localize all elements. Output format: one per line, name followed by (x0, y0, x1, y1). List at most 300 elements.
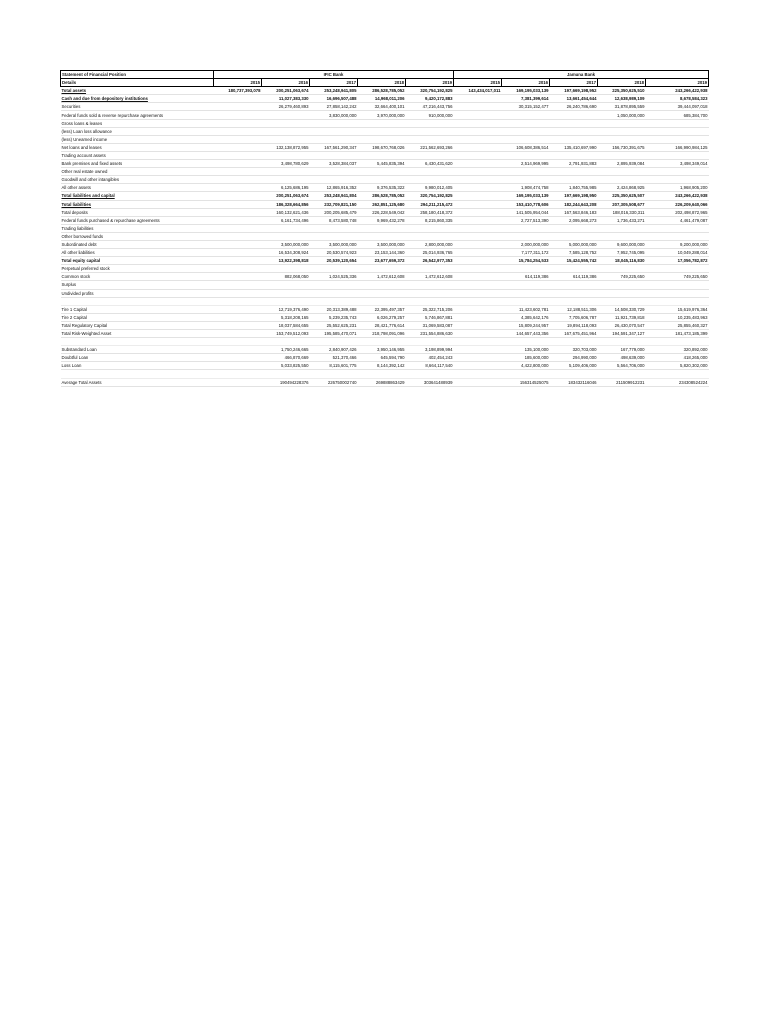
value-cell (214, 346, 262, 354)
row-label: Other real estate owned (61, 168, 214, 176)
value-cell: 13,661,454,644 (550, 95, 598, 103)
value-cell (214, 208, 262, 216)
value-cell: 2,895,939,084 (598, 160, 646, 168)
value-cell (598, 135, 646, 143)
table-row (61, 240, 709, 248)
value-cell: 1,736,433,271 (598, 216, 646, 224)
value-cell (502, 370, 550, 378)
value-cell: 320,892,000 (646, 346, 709, 354)
row-label: Total Regulatory Capital (61, 321, 214, 329)
value-cell: 19,894,118,093 (550, 321, 598, 329)
table-row (61, 95, 709, 103)
value-cell: 153,749,512,093 (262, 330, 310, 338)
table-body (61, 71, 709, 387)
row-label: Total assets (61, 87, 214, 95)
value-cell: 6,026,279,257 (358, 313, 406, 321)
year-cell: 2019 (406, 79, 454, 87)
value-cell: 26,430,070,547 (598, 321, 646, 329)
value-cell (406, 289, 454, 297)
table-row (61, 160, 709, 168)
value-cell: 1,024,525,336 (310, 273, 358, 281)
value-cell (454, 330, 502, 338)
year-cell: 2016 (262, 79, 310, 87)
value-cell (454, 119, 502, 127)
value-cell: 31,069,583,087 (406, 321, 454, 329)
value-cell: 188,016,330,311 (598, 208, 646, 216)
value-cell (550, 111, 598, 119)
value-cell: 7,177,311,172 (502, 249, 550, 257)
table-row (61, 321, 709, 329)
value-cell: 183432116046 (550, 378, 598, 386)
value-cell (454, 265, 502, 273)
financial-position-table (60, 70, 709, 387)
value-cell: 182,244,643,208 (550, 200, 598, 208)
value-cell: 234308524224 (646, 378, 709, 386)
value-cell: 30,315,152,477 (502, 103, 550, 111)
value-cell (598, 289, 646, 297)
details-label: Details (61, 79, 214, 87)
value-cell: 12,719,376,490 (262, 305, 310, 313)
value-cell (646, 135, 709, 143)
value-cell (310, 168, 358, 176)
value-cell: 320,703,000 (550, 346, 598, 354)
value-cell: 1,050,000,000 (598, 111, 646, 119)
spacer-row (61, 370, 709, 378)
value-cell (214, 354, 262, 362)
value-cell: 294,990,000 (550, 354, 598, 362)
value-cell: 262,851,125,680 (358, 200, 406, 208)
value-cell: 12,638,989,109 (598, 95, 646, 103)
table-row (61, 249, 709, 257)
value-cell (406, 168, 454, 176)
row-label: Doubtful Loan (61, 354, 214, 362)
value-cell: 144,657,443,356 (502, 330, 550, 338)
value-cell (214, 127, 262, 135)
spacer-row (61, 338, 709, 346)
value-cell: 5,000,000,000 (550, 240, 598, 248)
value-cell (598, 224, 646, 232)
value-cell: 211509912231 (598, 378, 646, 386)
table-row (61, 346, 709, 354)
value-cell: 4,422,800,000 (502, 362, 550, 370)
value-cell: 15,424,555,742 (550, 257, 598, 265)
row-label (61, 370, 214, 378)
value-cell (502, 168, 550, 176)
value-cell (262, 281, 310, 289)
value-cell (502, 151, 550, 159)
value-cell (406, 265, 454, 273)
value-cell: 14,968,011,206 (358, 95, 406, 103)
row-label: Total equity capital (61, 257, 214, 265)
value-cell (502, 176, 550, 184)
table-row (61, 135, 709, 143)
value-cell (454, 370, 502, 378)
value-cell: 141,505,954,044 (502, 208, 550, 216)
value-cell (454, 111, 502, 119)
value-cell (454, 127, 502, 135)
table-row (61, 289, 709, 297)
value-cell: 31,878,895,559 (598, 103, 646, 111)
value-cell: 11,921,739,818 (598, 313, 646, 321)
value-cell (454, 249, 502, 257)
value-cell (406, 119, 454, 127)
value-cell (454, 240, 502, 248)
value-cell (646, 224, 709, 232)
value-cell (550, 168, 598, 176)
value-cell: 186,328,664,856 (262, 200, 310, 208)
value-cell (406, 135, 454, 143)
value-cell (454, 273, 502, 281)
value-cell (214, 265, 262, 273)
value-cell (550, 127, 598, 135)
value-cell (262, 338, 310, 346)
value-cell: 12,188,511,306 (550, 305, 598, 313)
value-cell (502, 232, 550, 240)
table-row (61, 127, 709, 135)
row-label: Perpetual preferred stock (61, 265, 214, 273)
value-cell (646, 297, 709, 305)
value-cell: 39,444,097,018 (646, 103, 709, 111)
value-cell: 23,153,144,360 (358, 249, 406, 257)
value-cell (310, 127, 358, 135)
value-cell (214, 176, 262, 184)
table-row (61, 362, 709, 370)
value-cell: 26,240,786,690 (550, 103, 598, 111)
value-cell: 9,376,535,322 (358, 184, 406, 192)
row-label: Loss Loan (61, 362, 214, 370)
value-cell: 5,445,835,394 (358, 160, 406, 168)
value-cell (262, 127, 310, 135)
value-cell: 5,033,825,550 (262, 362, 310, 370)
value-cell (214, 321, 262, 329)
table-row (61, 168, 709, 176)
table-row (61, 192, 709, 200)
value-cell: 20,313,389,488 (310, 305, 358, 313)
value-cell (262, 297, 310, 305)
value-cell (550, 370, 598, 378)
value-cell (550, 151, 598, 159)
table-row (61, 330, 709, 338)
value-cell: 418,265,000 (646, 354, 709, 362)
value-cell (310, 224, 358, 232)
value-cell (550, 176, 598, 184)
value-cell: 1,472,612,608 (358, 273, 406, 281)
value-cell (550, 338, 598, 346)
year-row (61, 79, 709, 87)
value-cell (214, 281, 262, 289)
value-cell (550, 232, 598, 240)
value-cell (550, 289, 598, 297)
value-cell (454, 346, 502, 354)
value-cell (454, 184, 502, 192)
value-cell (598, 281, 646, 289)
value-cell (310, 135, 358, 143)
value-cell: 3,830,000,000 (310, 111, 358, 119)
value-cell (646, 338, 709, 346)
value-cell (454, 103, 502, 111)
value-cell: 498,639,000 (598, 354, 646, 362)
value-cell (646, 119, 709, 127)
value-cell: 8,144,392,142 (358, 362, 406, 370)
row-label: Bank premises and fixed assets (61, 160, 214, 168)
value-cell: 167,675,451,964 (550, 330, 598, 338)
value-cell (646, 176, 709, 184)
value-cell (358, 297, 406, 305)
value-cell: 5,746,867,881 (406, 313, 454, 321)
value-cell (214, 249, 262, 257)
value-cell (310, 338, 358, 346)
row-label: Subordinated debt (61, 240, 214, 248)
value-cell (262, 232, 310, 240)
value-cell: 521,370,466 (310, 354, 358, 362)
value-cell: 749,225,650 (646, 273, 709, 281)
value-cell (214, 330, 262, 338)
value-cell (550, 297, 598, 305)
table-row (61, 216, 709, 224)
value-cell (646, 127, 709, 135)
value-cell: 645,594,790 (358, 354, 406, 362)
value-cell: 231,554,886,630 (406, 330, 454, 338)
value-cell: 25,855,460,327 (646, 321, 709, 329)
value-cell: 1,968,905,200 (646, 184, 709, 192)
bank1-header: IFIC Bank (214, 71, 454, 79)
row-label: Tire 1 Capital (61, 305, 214, 313)
value-cell: 9,600,000,000 (598, 240, 646, 248)
value-cell (358, 127, 406, 135)
value-cell (598, 297, 646, 305)
value-cell (214, 216, 262, 224)
value-cell (550, 265, 598, 273)
table-row (61, 143, 709, 151)
value-cell (646, 265, 709, 273)
year-cell: 2016 (502, 79, 550, 87)
value-cell (646, 370, 709, 378)
value-cell (358, 338, 406, 346)
value-cell: 167,779,000 (598, 346, 646, 354)
value-cell: 8,115,601,775 (310, 362, 358, 370)
value-cell: 20,530,574,923 (310, 249, 358, 257)
value-cell: 5,109,406,000 (550, 362, 598, 370)
value-cell: 8,215,860,335 (406, 216, 454, 224)
value-cell: 7,381,399,614 (502, 95, 550, 103)
row-label: All other assets (61, 184, 214, 192)
table-row (61, 176, 709, 184)
value-cell (598, 370, 646, 378)
value-cell (598, 338, 646, 346)
value-cell (214, 95, 262, 103)
value-cell (214, 240, 262, 248)
value-cell: 221,562,693,266 (406, 143, 454, 151)
value-cell: 135,100,000 (502, 346, 550, 354)
table-row (61, 224, 709, 232)
value-cell: 4,461,479,087 (646, 216, 709, 224)
value-cell (214, 111, 262, 119)
value-cell: 200,205,685,479 (310, 208, 358, 216)
value-cell (454, 176, 502, 184)
row-label: Total liabilities (61, 200, 214, 208)
row-label: Common stock (61, 273, 214, 281)
row-label: Cash and due from depository institutions (61, 95, 214, 103)
value-cell: 1,750,246,665 (262, 346, 310, 354)
table-row (61, 151, 709, 159)
value-cell (454, 354, 502, 362)
bank2-header: Jamuna Bank (454, 71, 709, 79)
value-cell (262, 289, 310, 297)
value-cell: 106,608,386,514 (502, 143, 550, 151)
value-cell: 166,990,984,125 (646, 143, 709, 151)
year-cell: 2018 (358, 79, 406, 87)
value-cell (502, 281, 550, 289)
value-cell (406, 127, 454, 135)
value-cell (262, 176, 310, 184)
value-cell (358, 370, 406, 378)
value-cell: 226,228,549,042 (358, 208, 406, 216)
table-row (61, 200, 709, 208)
value-cell: 614,119,386 (502, 273, 550, 281)
table-row (61, 305, 709, 313)
value-cell (310, 370, 358, 378)
value-cell (406, 232, 454, 240)
value-cell: 160,132,621,436 (262, 208, 310, 216)
value-cell: 2,727,513,390 (502, 216, 550, 224)
row-label: Total Risk-Weighted Asset (61, 330, 214, 338)
value-cell: 198,670,768,026 (358, 143, 406, 151)
value-cell (454, 143, 502, 151)
value-cell (358, 119, 406, 127)
value-cell: 5,820,302,000 (646, 362, 709, 370)
value-cell: 15,809,244,957 (502, 321, 550, 329)
row-label: Total deposits (61, 208, 214, 216)
value-cell: 23,677,659,372 (358, 257, 406, 265)
value-cell (310, 176, 358, 184)
value-cell (454, 135, 502, 143)
value-cell (214, 273, 262, 281)
value-cell (310, 265, 358, 273)
value-cell (214, 313, 262, 321)
row-label: (less) Unearned income (61, 135, 214, 143)
value-cell: 143,434,017,011 (454, 87, 502, 95)
value-cell: 614,119,386 (550, 273, 598, 281)
row-label: Average Total Assets (61, 378, 214, 386)
value-cell: 253,248,941,805 (310, 87, 358, 95)
value-cell (502, 135, 550, 143)
row-label: All other liabilities (61, 249, 214, 257)
value-cell: 169,195,033,139 (502, 192, 550, 200)
value-cell: 3,500,000,000 (358, 240, 406, 248)
value-cell: 218,798,091,096 (358, 330, 406, 338)
value-cell: 402,454,243 (406, 354, 454, 362)
year-cell: 2015 (454, 79, 502, 87)
value-cell (454, 192, 502, 200)
row-label: (less) Loan loss allowance (61, 127, 214, 135)
value-cell: 132,138,872,955 (262, 143, 310, 151)
value-cell: 153,410,778,606 (502, 200, 550, 208)
value-cell (214, 378, 262, 386)
value-cell: 1,908,474,758 (502, 184, 550, 192)
value-cell: 197,669,198,952 (550, 87, 598, 95)
row-label: Tire 2 Capital (61, 313, 214, 321)
value-cell (406, 281, 454, 289)
value-cell: 2,840,907,426 (310, 346, 358, 354)
value-cell (214, 257, 262, 265)
value-cell: 195,585,470,071 (310, 330, 358, 338)
table-row (61, 87, 709, 95)
value-cell: 185,600,000 (502, 354, 550, 362)
value-cell (550, 281, 598, 289)
value-cell (502, 127, 550, 135)
value-cell: 10,235,483,963 (646, 313, 709, 321)
value-cell: 226,209,640,066 (646, 200, 709, 208)
value-cell (550, 135, 598, 143)
value-cell (310, 289, 358, 297)
value-cell: 207,305,508,677 (598, 200, 646, 208)
value-cell (502, 297, 550, 305)
value-cell: 685,384,700 (646, 111, 709, 119)
value-cell (454, 313, 502, 321)
value-cell: 4,385,642,176 (502, 313, 550, 321)
value-cell: 156,730,391,675 (598, 143, 646, 151)
value-cell: 156314525075 (502, 378, 550, 386)
value-cell (502, 289, 550, 297)
value-cell (262, 135, 310, 143)
value-cell (598, 127, 646, 135)
value-cell: 32,664,400,101 (358, 103, 406, 111)
table-row (61, 111, 709, 119)
value-cell (214, 289, 262, 297)
value-cell: 25,014,936,765 (406, 249, 454, 257)
value-cell: 2,800,000,000 (406, 240, 454, 248)
value-cell: 253,248,941,804 (310, 192, 358, 200)
value-cell: 2,095,668,273 (550, 216, 598, 224)
value-cell: 286,528,785,052 (358, 87, 406, 95)
value-cell: 26,542,977,353 (406, 257, 454, 265)
value-cell (598, 232, 646, 240)
table-row (61, 281, 709, 289)
sheet-title: Statement of Financial Position (61, 71, 214, 79)
value-cell: 5,239,235,743 (310, 313, 358, 321)
row-label: Surplus (61, 281, 214, 289)
value-cell: 3,500,000,000 (310, 240, 358, 248)
value-cell: 47,216,443,756 (406, 103, 454, 111)
value-cell: 3,198,899,994 (406, 346, 454, 354)
value-cell (262, 370, 310, 378)
value-cell: 303641488939 (406, 378, 454, 386)
value-cell: 181,473,185,399 (646, 330, 709, 338)
value-cell: 22,395,497,357 (358, 305, 406, 313)
row-label: Undivided profits (61, 289, 214, 297)
value-cell: 9,980,012,405 (406, 184, 454, 192)
value-cell: 2,424,868,925 (598, 184, 646, 192)
value-cell: 167,561,290,347 (310, 143, 358, 151)
value-cell: 7,705,606,787 (550, 313, 598, 321)
value-cell: 6,125,686,195 (262, 184, 310, 192)
table-row (61, 119, 709, 127)
table-row (61, 232, 709, 240)
value-cell: 8,473,580,748 (310, 216, 358, 224)
value-cell: 9,969,432,278 (358, 216, 406, 224)
value-cell (406, 370, 454, 378)
value-cell: 1,472,612,608 (406, 273, 454, 281)
value-cell (502, 224, 550, 232)
value-cell (454, 297, 502, 305)
value-cell: 25,322,715,206 (406, 305, 454, 313)
value-cell: 9,200,000,000 (646, 240, 709, 248)
value-cell (214, 362, 262, 370)
row-label (61, 297, 214, 305)
value-cell (358, 151, 406, 159)
year-cell: 2018 (598, 79, 646, 87)
value-cell (358, 289, 406, 297)
